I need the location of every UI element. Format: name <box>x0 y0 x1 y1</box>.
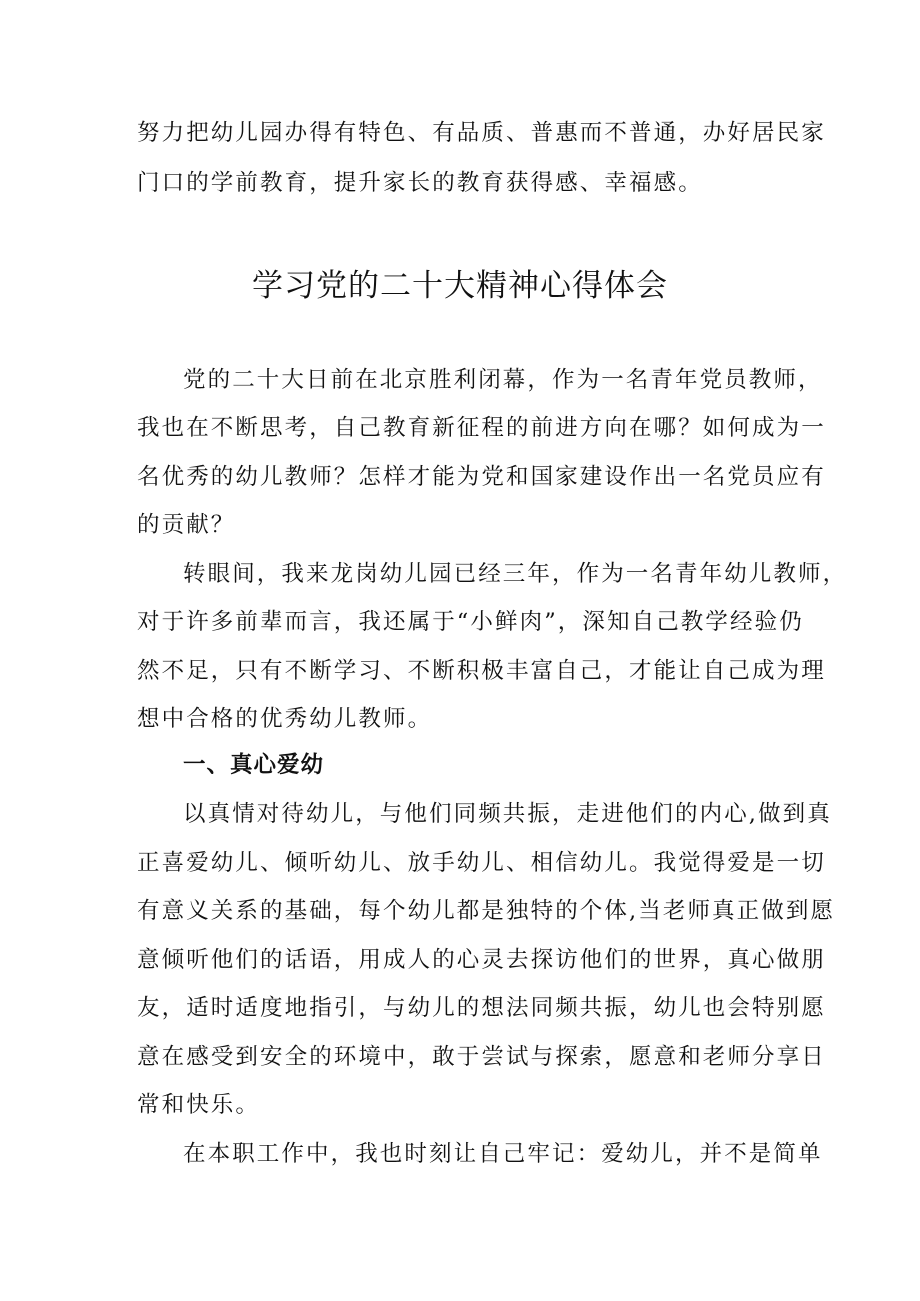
paragraph-line: 转眼间，我来龙岗幼儿园已经三年，作为一名青年幼儿教师， <box>183 561 848 587</box>
paragraph-line: 正喜爱幼儿、倾听幼儿、放手幼儿、相信幼儿。我觉得爱是一切 <box>137 850 826 876</box>
paragraph-line: 有意义关系的基础，每个幼儿都是独特的个体,当老师真正做到愿 <box>137 898 836 924</box>
document-title: 学习党的二十大精神心得体会 <box>252 268 668 304</box>
paragraph-line: 友，适时适度地指引，与幼儿的想法同频共振，幼儿也会特别愿 <box>137 995 826 1021</box>
paragraph-line: 然不足，只有不断学习、不断积极丰富自己，才能让自己成为理 <box>137 658 826 684</box>
intro-line: 努力把幼儿园办得有特色、有品质、普惠而不普通，办好居民家 <box>137 120 826 146</box>
paragraph-line: 的贡献？ <box>137 512 236 538</box>
paragraph-line: 意在感受到安全的环境中，敢于尝试与探索，愿意和老师分享日 <box>137 1044 826 1070</box>
paragraph-line: 以真情对待幼儿，与他们同频共振，走进他们的内心,做到真 <box>183 801 832 827</box>
paragraph-line: 常和快乐。 <box>137 1092 261 1118</box>
paragraph-line: 在本职工作中，我也时刻让自己牢记：爱幼儿，并不是简单 <box>183 1141 823 1167</box>
paragraph-line: 名优秀的幼儿教师？怎样才能为党和国家建设作出一名党员应有 <box>137 464 826 490</box>
section-heading: 一、真心爱幼 <box>183 752 325 778</box>
paragraph-line: 意倾听他们的话语，用成人的心灵去探访他们的世界，真心做朋 <box>137 947 826 973</box>
paragraph-line: 对于许多前辈而言，我还属于“小鲜肉”，深知自己教学经验仍 <box>137 609 804 635</box>
intro-line: 门口的学前教育，提升家长的教育获得感、幸福感。 <box>137 170 703 196</box>
paragraph-line: 党的二十大日前在北京胜利闭幕，作为一名青年党员教师， <box>183 367 823 393</box>
paragraph-line: 我也在不断思考，自己教育新征程的前进方向在哪？如何成为一 <box>137 415 826 441</box>
paragraph-line: 想中合格的优秀幼儿教师。 <box>137 706 433 732</box>
